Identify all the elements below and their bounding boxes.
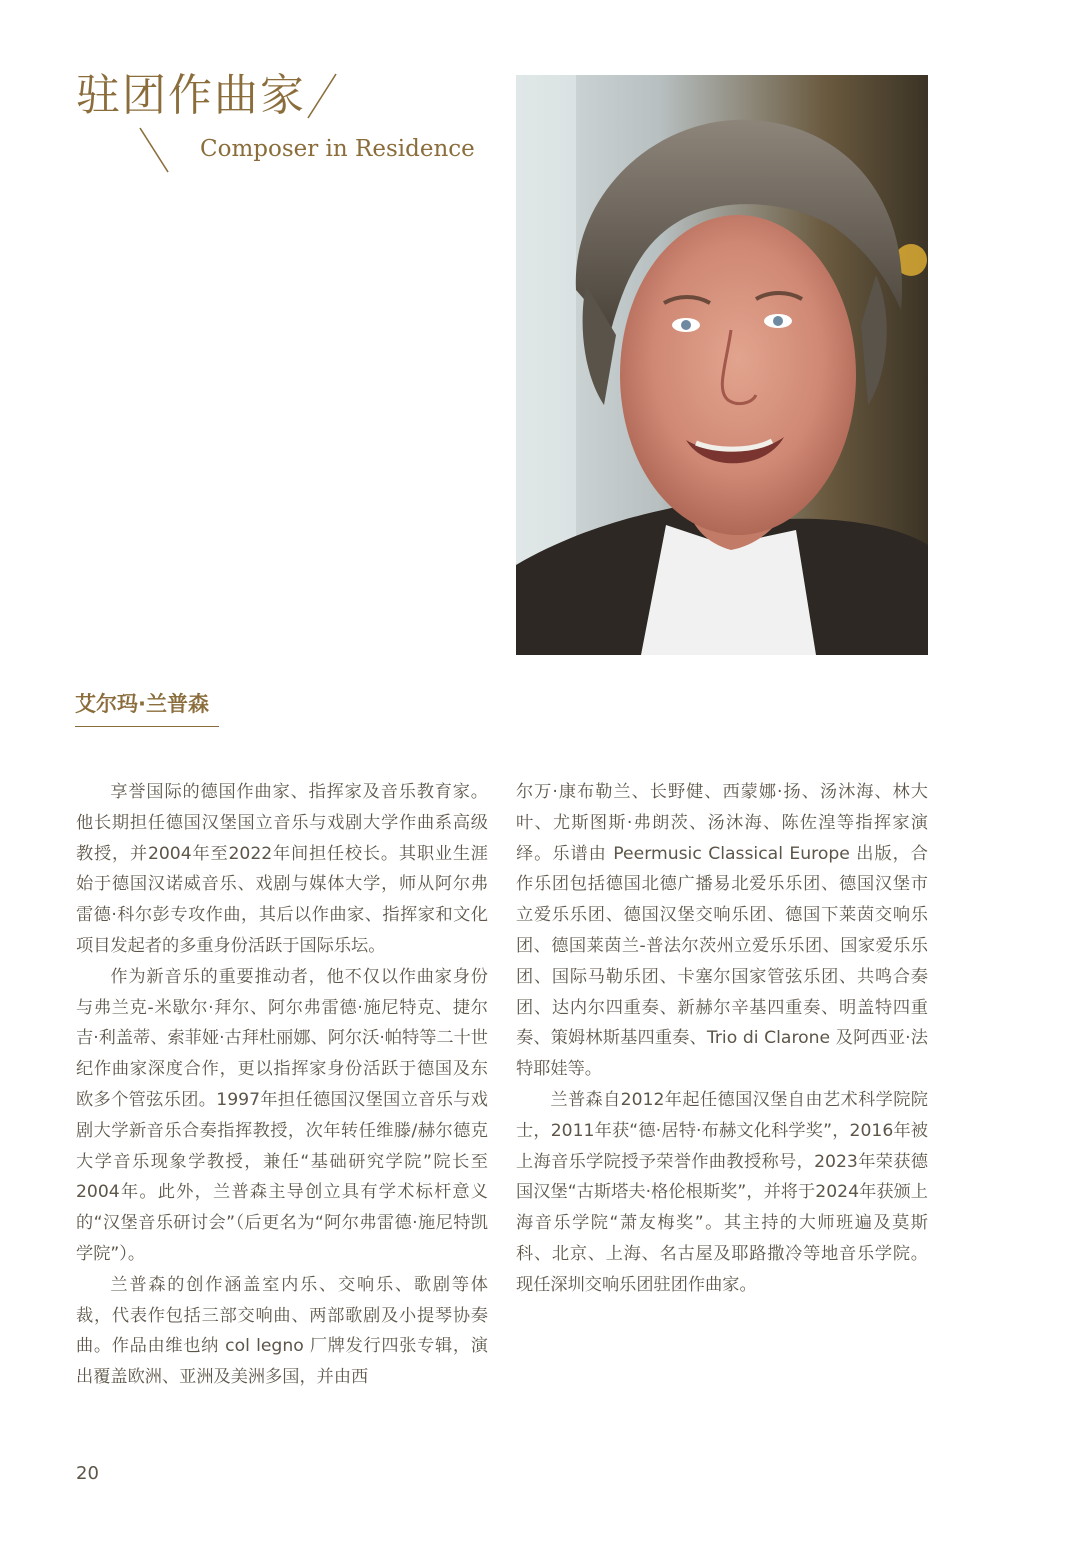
biography-column-left bbox=[76, 777, 488, 1393]
biography-column-right bbox=[516, 777, 928, 1301]
page-title: 驻团作曲家 bbox=[76, 70, 306, 121]
biography-paragraph-continued: 尔万·康布勒兰、长野健、西蒙娜·扬、汤沐海、林大叶、尤斯图斯·弗朗茨、汤沐海、陈佐湟等指挥家演绎。乐谱由 Peermusic Classical Europe 出版，合作乐团包括德国北德广播易北爱乐乐团、德国汉堡市立爱乐乐团、德国汉堡交响乐团、德国下莱茵交响乐团、德国莱茵兰-普法尔茨州立爱乐乐团、国家爱乐乐团、国际马勒乐团、卡塞尔国家管弦乐团、共鸣合奏团、达内尔四重奏、新赫尔辛基四重奏、明盖特四重奏、策姆林斯基四重奏、Trio di Clarone 及阿西亚·法特耶娃等。 bbox=[516, 782, 928, 1080]
name-underline bbox=[75, 726, 219, 727]
biography-paragraph: 兰普森自2012年起任德国汉堡自由艺术科学院院士，2011年获“德·居特·布赫文化科学奖”，2016年被上海音乐学院授予荣誉作曲教授称号，2023年荣获德国汉堡“古斯塔夫·格伦根斯奖”，并将于2024年获颁上海音乐学院“萧友梅奖”。其主持的大师班遍及莫斯科、北京、上海、名古屋及耶路撒冷等地音乐学院。现任深圳交响乐团驻团作曲家。 bbox=[516, 1089, 928, 1295]
composer-name: 艾尔玛·兰普森 bbox=[75, 692, 209, 716]
backslash-decoration-bottom bbox=[134, 124, 174, 176]
portrait-photo bbox=[516, 75, 928, 655]
page-number: 20 bbox=[76, 1463, 99, 1484]
slash-decoration-top bbox=[302, 70, 342, 122]
biography-paragraph: 兰普森的创作涵盖室内乐、交响乐、歌剧等体裁，代表作包括三部交响曲、两部歌剧及小提琴协奏曲。作品由维也纳 col legno 厂牌发行四张专辑，演出覆盖欧洲、亚洲及美洲多国，并由西 bbox=[76, 1274, 488, 1388]
biography-paragraph: 享誉国际的德国作曲家、指挥家及音乐教育家。他长期担任德国汉堡国立音乐与戏剧大学作曲系高级教授，并2004年至2022年间担任校长。其职业生涯始于德国汉诺威音乐、戏剧与媒体大学，师从阿尔弗雷德·科尔彭专攻作曲，其后以作曲家、指挥家和文化项目发起者的多重身份活跃于国际乐坛。 bbox=[76, 782, 488, 956]
page-subtitle: Composer in Residence bbox=[200, 136, 475, 162]
biography-paragraph: 作为新音乐的重要推动者，他不仅以作曲家身份与弗兰克-米歇尔·拜尔、阿尔弗雷德·施尼特克、捷尔吉·利盖蒂、索菲娅·古拜杜丽娜、阿尔沃·帕特等二十世纪作曲家深度合作，更以指挥家身份活跃于德国及东欧多个管弦乐团。1997年担任德国汉堡国立音乐与戏剧大学新音乐合奏指挥教授，次年转任维滕/赫尔德克大学音乐现象学教授，兼任“基础研究学院”院长至2004年。此外，兰普森主导创立具有学术标杆意义的“汉堡音乐研讨会”（后更名为“阿尔弗雷德·施尼特凯学院”）。 bbox=[76, 966, 488, 1264]
